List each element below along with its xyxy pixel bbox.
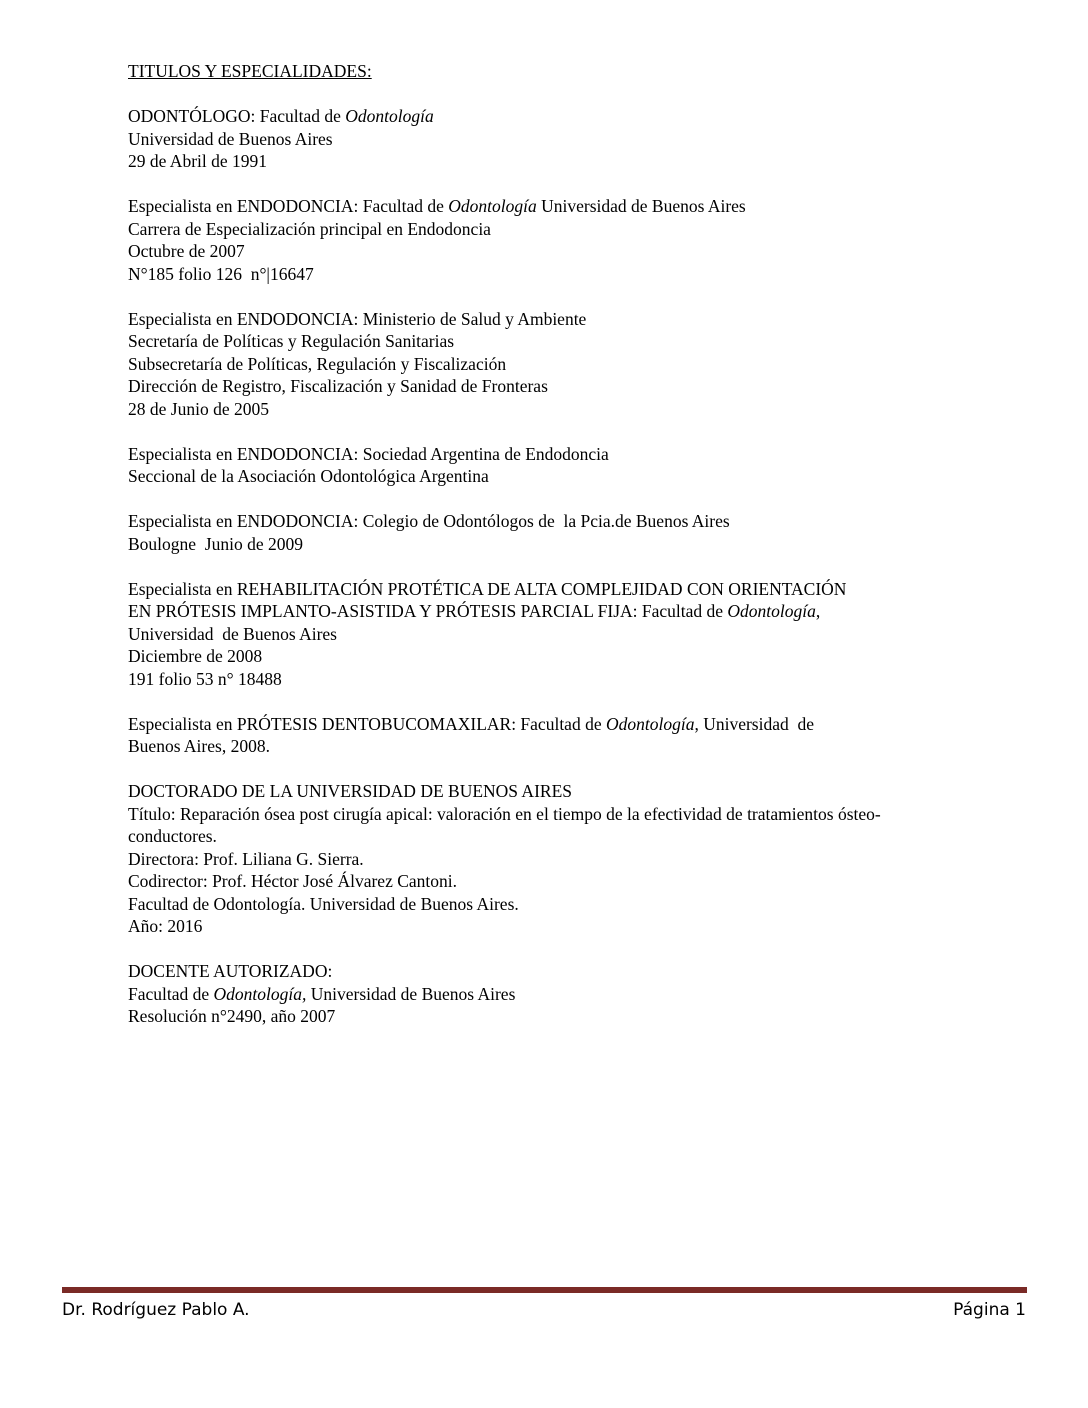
entry-line: Resolución n°2490, año 2007 <box>128 1006 336 1026</box>
entry-line: 191 folio 53 n° 18488 <box>128 668 282 689</box>
entry-rehabilitacion <box>128 578 1008 691</box>
footer-page-number: Página 1 <box>953 1300 1026 1320</box>
entry-text: EN PRÓTESIS IMPLANTO-ASISTIDA Y PRÓTESIS PARCIAL FIJA: Facultad de <box>128 601 728 621</box>
entry-line: conductores. <box>128 826 217 846</box>
footer-rule <box>62 1287 1027 1293</box>
entry-line: Especialista en ENDODONCIA: Ministerio de Salud y Ambiente <box>128 308 587 329</box>
entry-line: Especialista en ENDODONCIA: Colegio de Odontólogos de la Pcia.de Buenos Aires <box>128 511 730 531</box>
section-heading: TITULOS Y ESPECIALIDADES: <box>128 61 372 81</box>
entry-line: Directora: Prof. Liliana G. Sierra. <box>128 848 364 869</box>
entry-line: Universidad de Buenos Aires <box>128 128 333 149</box>
entry-line: Subsecretaría de Políticas, Regulación y Fiscalización <box>128 353 507 374</box>
entry-docente <box>128 960 1008 1028</box>
entry-line: DOCENTE AUTORIZADO: <box>128 961 333 981</box>
entry-line: N°185 folio 126 n°|16647 <box>128 263 314 284</box>
entry-line: Carrera de Especialización principal en Endodoncia <box>128 218 491 239</box>
entry-line: Facultad de Odontología. Universidad de Buenos Aires. <box>128 893 519 914</box>
entry-text: Universidad de Buenos Aires <box>306 983 516 1004</box>
entry-line: Boulogne Junio de 2009 <box>128 533 303 554</box>
entry-odontologo <box>128 105 1008 173</box>
entry-text: Facultad de <box>128 983 214 1004</box>
entry-text: ODONTÓLOGO: Facultad de <box>128 106 346 126</box>
entry-line: Dirección de Registro, Fiscalización y Sanidad de Fronteras <box>128 376 548 396</box>
entry-line <box>128 195 1008 218</box>
entry-text: Especialista en ENDODONCIA: Facultad de <box>128 196 449 216</box>
entry-line: Secretaría de Políticas y Regulación Sanitarias <box>128 331 455 351</box>
entry-line: Seccional de la Asociación Odontológica Argentina <box>128 466 489 486</box>
entry-text-italic: Odontología <box>345 106 434 126</box>
entry-text-italic: Odontología <box>448 196 537 216</box>
entry-line: Buenos Aires, 2008. <box>128 736 270 756</box>
entry-text-italic: Odontología, <box>213 983 307 1004</box>
entry-line: Especialista en REHABILITACIÓN PROTÉTICA DE ALTA COMPLEJIDAD CON ORIENTACIÓN <box>128 578 847 599</box>
entry-text: Especialista en PRÓTESIS DENTOBUCOMAXILAR: Facultad de <box>128 713 606 734</box>
entry-endodoncia-colegio <box>128 510 1008 555</box>
entry-line: 28 de Junio de 2005 <box>128 398 269 419</box>
document-body <box>128 60 1008 1050</box>
entry-line: DOCTORADO DE LA UNIVERSIDAD DE BUENOS AIRES <box>128 781 572 801</box>
entry-text-italic: Odontología <box>727 601 816 621</box>
entry-line: Octubre de 2007 <box>128 241 245 261</box>
entry-endodoncia-sociedad <box>128 443 1008 488</box>
footer-author: Dr. Rodríguez Pablo A. <box>62 1300 250 1320</box>
entry-text: , Universidad de <box>694 713 815 734</box>
entry-doctorado <box>128 780 1008 938</box>
entry-text: Universidad de Buenos Aires <box>536 196 746 216</box>
entry-line <box>128 600 1008 623</box>
entry-endodoncia-ministerio <box>128 308 1008 421</box>
entry-endodoncia-uba <box>128 195 1008 285</box>
entry-line <box>128 983 1008 1006</box>
entry-line: Especialista en ENDODONCIA: Sociedad Argentina de Endodoncia <box>128 443 609 464</box>
entry-line: Título: Reparación ósea post cirugía apical: valoración en el tiempo de la efectividad de tratamientos ósteo- <box>128 803 881 824</box>
entry-text-italic: Odontología <box>605 713 695 734</box>
entry-line: 29 de Abril de 1991 <box>128 151 268 171</box>
entry-line: Universidad de Buenos Aires <box>128 623 337 644</box>
entry-protesis <box>128 713 1008 758</box>
entry-text: , <box>815 601 821 621</box>
entry-line: Diciembre de 2008 <box>128 646 263 666</box>
entry-line: Año: 2016 <box>128 916 203 936</box>
entry-line <box>128 105 1008 128</box>
entry-line: Codirector: Prof. Héctor José Álvarez Cantoni. <box>128 871 458 891</box>
entry-line <box>128 713 1008 736</box>
